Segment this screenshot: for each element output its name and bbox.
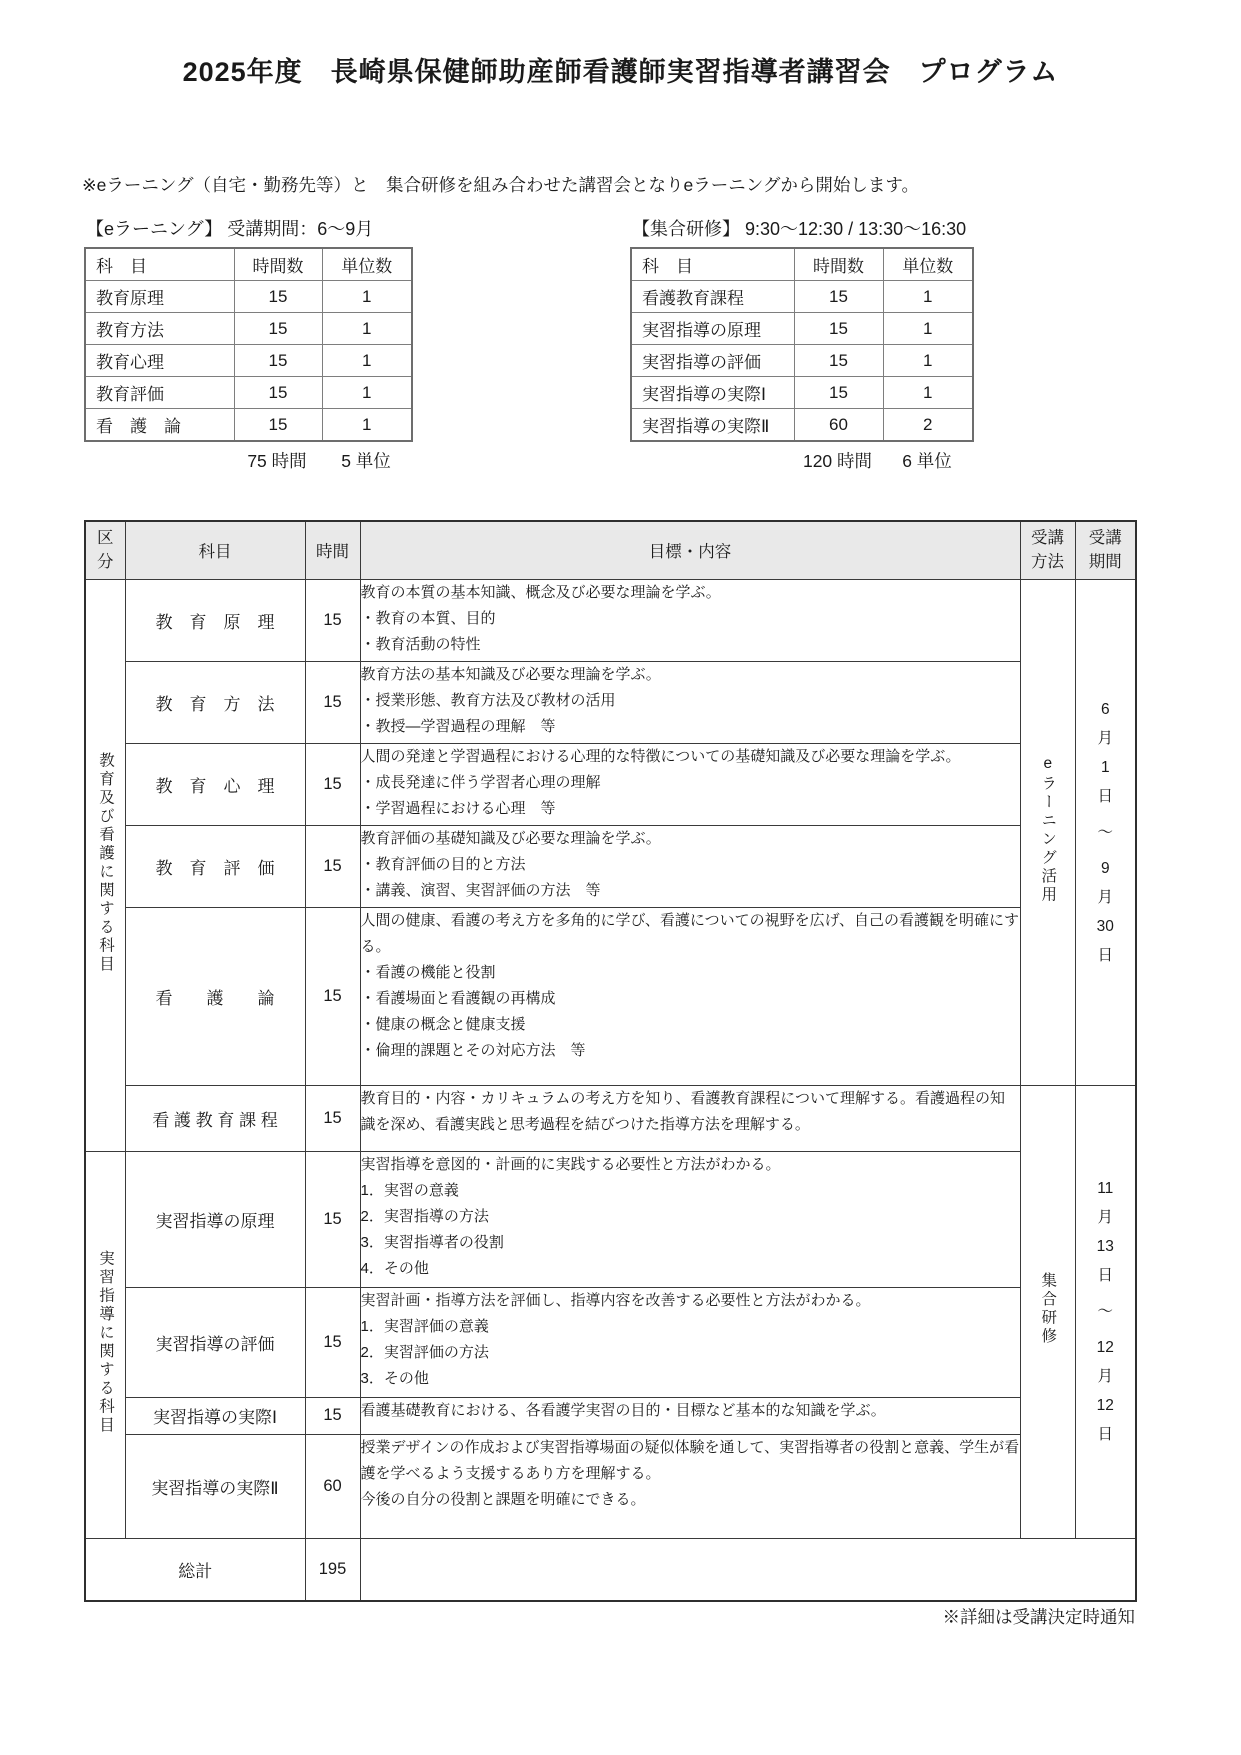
total-row [85,1538,1136,1601]
goal-line: 実習指導を意図的・計画的に実践する必要性と方法がわかる。 [360,1155,781,1173]
goal-line: 実習計画・指導方法を評価し、指導内容を改善する必要性と方法がわかる。 [360,1291,871,1309]
subject-cell: 教 育 評 価 [125,825,305,907]
goal-line: ・学習過程における心理 等 [360,799,556,817]
division-education-nursing: 教育及び看護に関する科目 [85,579,125,1151]
table-row [85,345,412,377]
goal-line: ・倫理的課題とその対応方法 等 [360,1041,586,1059]
col-subject: 科目 [125,521,305,579]
table-row [631,345,973,377]
goal-line: ・教授―学習過程の理解 等 [360,717,556,735]
total-label: 総計 [85,1538,305,1601]
hours-cell: 15 [234,281,322,313]
subject-cell: 教育方法 [85,313,234,345]
period-token: 月 [1097,729,1113,747]
hours-cell: 15 [305,1151,360,1287]
credits-cell: 1 [322,345,412,377]
subject-cell: 看護教育課程 [631,281,794,313]
period-token: 日 [1097,1267,1113,1284]
hours-cell: 15 [794,377,883,409]
goal-line: 教育目的・内容・カリキュラムの考え方を知り、看護教育課程について理解する。看護過程の知識を深め、看護実践と思考過程を結びつけた指導方法を理解する。 [360,1089,1006,1133]
goal-line: 3．実習指導者の役割 [360,1233,504,1251]
hours-cell: 15 [305,1085,360,1151]
elearning-summary-block [84,215,413,473]
col-credits: 単位数 [883,248,973,281]
period-token: ～ [1097,823,1113,841]
period-token: 月 [1097,1368,1113,1385]
goal-line: ・講義、演習、実習評価の方法 等 [360,881,601,899]
subject-cell: 実習指導の実際Ⅱ [631,409,794,442]
goal-line: 授業デザインの作成および実習指導場面の疑似体験を通して、実習指導者の役割と意義、学生が看護を学べるよう支援するあり方を理解する。 [360,1438,1020,1482]
bottom-note: ※詳細は受講決定時通知 [942,1607,1135,1627]
col-division [85,521,125,579]
subject-cell: 看 護 論 [125,907,305,1085]
hours-cell: 15 [794,345,883,377]
period-token: 日 [1097,1426,1113,1443]
goal-line: ・教育活動の特性 [360,635,481,653]
page-title: 2025年度 長崎県保健師助産師看護師実習指導者講習会 プログラム [182,57,1059,87]
subject-cell: 教育原理 [85,281,234,313]
total-hours: 75 時間 [247,451,307,471]
program-detail-table [84,520,1137,1602]
credits-cell: 1 [322,409,412,442]
hours-cell: 15 [305,1397,360,1434]
goal-cell [360,743,1020,825]
table-row [85,825,1136,907]
table-row [85,743,1136,825]
subject-cell: 教 育 心 理 [125,743,305,825]
group-training-table [630,247,974,442]
goal-line: 教育の本質の基本知識、概念及び必要な理論を学ぶ。 [360,583,721,601]
goal-line: 2．実習指導の方法 [360,1207,489,1225]
subject-cell: 教育心理 [85,345,234,377]
group-training-totals [630,448,974,473]
goal-line: 人間の発達と学習過程における心理的な特徴についての基礎知識及び必要な理論を学ぶ。 [360,747,961,765]
hours-cell: 15 [794,313,883,345]
hours-cell: 15 [305,661,360,743]
period-token: 30 [1096,917,1114,935]
period-token: ～ [1097,1303,1113,1320]
goal-line: ・授業形態、教育方法及び教材の活用 [360,691,616,709]
goal-line: 2．実習評価の方法 [360,1343,489,1361]
goal-cell [360,1085,1020,1151]
elearning-table [84,247,413,442]
table-row [85,1434,1136,1538]
credits-cell: 1 [322,377,412,409]
goal-line: 人間の健康、看護の考え方を多角的に学び、看護についての視野を広げ、自己の看護観を明確にする。 [360,911,1020,955]
table-row [85,313,412,345]
header-line: 分 [97,553,114,572]
period-elearning [1075,579,1136,1085]
goal-line: 3．その他 [360,1369,429,1387]
hours-cell: 15 [794,281,883,313]
table-row [85,1151,1136,1287]
goal-line: 看護基礎教育における、各看護学実習の目的・目標など基本的な知識を学ぶ。 [360,1401,886,1419]
table-row [631,313,973,345]
subject-cell: 実習指導の実際Ⅰ [125,1397,305,1434]
goal-line: 今後の自分の役割と課題を明確にできる。 [360,1490,646,1508]
credits-cell: 2 [883,409,973,442]
col-subject: 科 目 [85,248,234,281]
table-row [85,661,1136,743]
table-row [631,377,973,409]
table-header-row [631,248,973,281]
credits-cell: 1 [322,281,412,313]
col-hours: 時間数 [794,248,883,281]
goal-line: 1．実習評価の意義 [360,1317,489,1335]
subject-cell: 看 護 教 育 課 程 [125,1085,305,1151]
table-row [85,907,1136,1085]
goal-cell [360,661,1020,743]
hours-cell: 15 [305,579,360,661]
group-training-caption: 【集合研修】 9:30～12:30 / 13:30～16:30 [632,219,967,239]
credits-cell: 1 [883,313,973,345]
subject-cell: 教 育 方 法 [125,661,305,743]
total-credits: 5 単位 [341,451,391,471]
col-hours: 時間 [305,521,360,579]
period-token: 月 [1097,888,1113,906]
goal-line: 4．その他 [360,1259,429,1277]
table-header-row [85,248,412,281]
table-header-row [85,521,1136,579]
header-line: 受講 [1088,529,1122,548]
header-line: 受講 [1031,529,1064,548]
header-line: 区 [97,529,114,548]
period-token: 月 [1097,1209,1113,1226]
goal-line: 教育評価の基礎知識及び必要な理論を学ぶ。 [360,829,661,847]
total-hours-cell: 195 [305,1538,360,1601]
group-training-summary-block [630,215,974,473]
subject-cell: 実習指導の原理 [125,1151,305,1287]
hours-cell: 60 [305,1434,360,1538]
method-elearning: eラーニング活用 [1020,579,1075,1085]
goal-cell [360,1434,1020,1538]
hours-cell: 15 [305,1287,360,1397]
hours-cell: 15 [234,377,322,409]
period-token: 1 [1100,758,1110,776]
period-token: 日 [1097,946,1113,964]
hours-cell: 60 [794,409,883,442]
period-token: 13 [1096,1238,1114,1255]
goal-cell [360,1287,1020,1397]
goal-line: ・看護場面と看護観の再構成 [360,989,556,1007]
subject-cell: 実習指導の評価 [631,345,794,377]
header-line: 期間 [1088,553,1122,572]
division-practicum-guidance: 実習指導に関する科目 [85,1151,125,1538]
method-group-training: 集合研修 [1020,1085,1075,1538]
goal-cell [360,1397,1020,1434]
table-row [85,409,412,442]
subject-cell: 実習指導の評価 [125,1287,305,1397]
goal-line: ・看護の機能と役割 [360,963,496,981]
col-credits: 単位数 [322,248,412,281]
credits-cell: 1 [883,281,973,313]
hours-cell: 15 [234,409,322,442]
subject-cell: 教育評価 [85,377,234,409]
hours-cell: 15 [305,907,360,1085]
subject-cell: 看 護 論 [85,409,234,442]
subject-cell: 教 育 原 理 [125,579,305,661]
col-hours: 時間数 [234,248,322,281]
credits-cell: 1 [883,377,973,409]
period-token: 12 [1096,1397,1114,1414]
elearning-caption: 【eラーニング】 受講期間：6～9月 [86,219,374,239]
header-line: 方法 [1031,553,1064,572]
goal-line: 1．実習の意義 [360,1181,459,1199]
goal-line: ・成長発達に伴う学習者心理の理解 [360,773,601,791]
goal-line: ・教育の本質、目的 [360,609,496,627]
subject-cell: 実習指導の実際Ⅰ [631,377,794,409]
table-row [85,281,412,313]
col-method [1020,521,1075,579]
period-token: 11 [1097,1180,1114,1197]
goal-cell [360,1151,1020,1287]
hours-cell: 15 [305,825,360,907]
lead-note: ※eラーニング（自宅・勤務先等）と 集合研修を組み合わせた講習会となりeラーニングから開始します。 [82,175,920,195]
subject-cell: 実習指導の実際Ⅱ [125,1434,305,1538]
table-row [85,1397,1136,1434]
period-token: 12 [1096,1339,1114,1356]
hours-cell: 15 [234,313,322,345]
goal-cell [360,579,1020,661]
period-token: 日 [1097,787,1113,805]
period-token: 6 [1100,700,1110,718]
goal-line: ・教育評価の目的と方法 [360,855,526,873]
hours-cell: 15 [234,345,322,377]
goal-cell [360,907,1020,1085]
credits-cell: 1 [322,313,412,345]
period-token: 9 [1100,859,1110,877]
subject-cell: 実習指導の原理 [631,313,794,345]
total-credits: 6 単位 [902,451,952,471]
table-row [85,1085,1136,1151]
total-hours: 120 時間 [802,451,873,471]
col-period [1075,521,1136,579]
table-row [631,281,973,313]
goal-line: ・健康の概念と健康支援 [360,1015,526,1033]
elearning-totals [84,448,413,473]
goal-line: 教育方法の基本知識及び必要な理論を学ぶ。 [360,665,661,683]
col-subject: 科 目 [631,248,794,281]
hours-cell: 15 [305,743,360,825]
total-empty-cell [360,1538,1136,1601]
goal-cell [360,825,1020,907]
period-group-training [1075,1085,1136,1538]
table-row [631,409,973,442]
col-goal: 目標・内容 [360,521,1020,579]
table-row [85,579,1136,661]
table-row [85,1287,1136,1397]
table-row [85,377,412,409]
credits-cell: 1 [883,345,973,377]
